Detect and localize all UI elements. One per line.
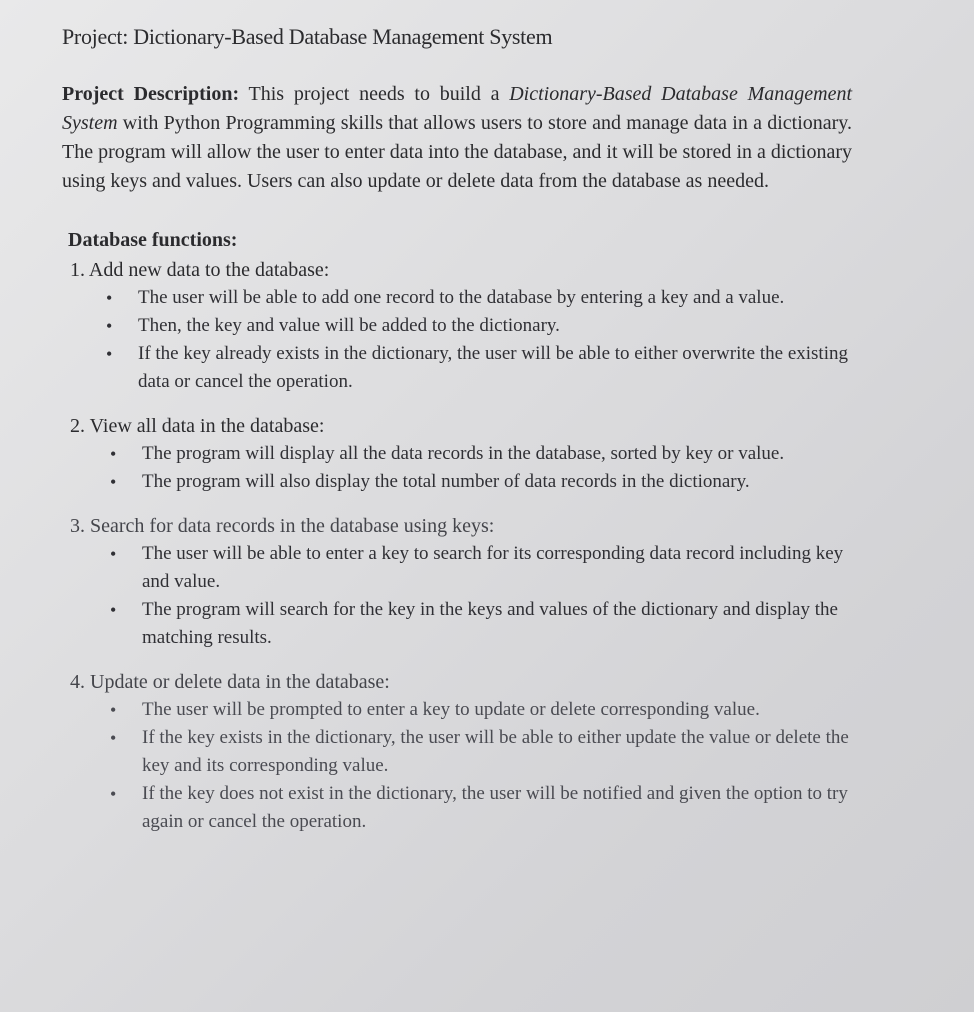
- function-update-delete: [62, 668, 852, 836]
- bullet-icon: •: [110, 444, 117, 464]
- list-item: [110, 540, 852, 596]
- function-search: [62, 512, 852, 652]
- list-item: [110, 596, 852, 652]
- bullet-text: If the key already exists in the dictionary, the user will be able to either overwrite the existing data or cancel the operation.: [138, 343, 848, 392]
- bullet-text: If the key exists in the dictionary, the user will be able to either update the value or delete the key and its corresponding value.: [142, 727, 849, 776]
- bullet-text: Then, the key and value will be added to the dictionary.: [138, 315, 560, 336]
- bullet-list: [62, 540, 852, 652]
- list-item: [110, 780, 852, 836]
- bullet-list: [62, 284, 852, 396]
- list-item: [106, 340, 852, 396]
- list-item: [110, 696, 852, 724]
- page-title: Project: Dictionary-Based Database Management System: [62, 24, 553, 49]
- list-item: [106, 312, 852, 340]
- description-intro: This project needs to build a: [239, 83, 510, 105]
- document-page: [62, 22, 852, 852]
- function-add: [62, 256, 852, 396]
- bullet-text: The user will be able to enter a key to search for its corresponding data record including key and value.: [142, 543, 844, 592]
- list-item: [110, 468, 852, 496]
- description-label: Project Description:: [62, 83, 240, 105]
- function-title: 2. View all data in the database:: [70, 415, 325, 437]
- bullet-text: The program will display all the data records in the database, sorted by key or value.: [142, 443, 785, 464]
- bullet-icon: •: [106, 316, 113, 336]
- bullet-text: The program will search for the key in the keys and values of the dictionary and display the matching results.: [142, 599, 838, 648]
- bullet-text: The program will also display the total number of data records in the dictionary.: [142, 471, 750, 492]
- bullet-icon: •: [110, 728, 117, 748]
- bullet-icon: •: [110, 472, 117, 492]
- bullet-icon: •: [110, 784, 117, 804]
- bullet-icon: •: [110, 600, 117, 620]
- bullet-text: The user will be prompted to enter a key to update or delete corresponding value.: [142, 699, 760, 720]
- function-view: [62, 412, 852, 496]
- function-title: 1. Add new data to the database:: [70, 259, 330, 281]
- bullet-icon: •: [106, 344, 113, 364]
- functions-heading: Database functions:: [68, 229, 238, 251]
- list-item: [110, 440, 852, 468]
- function-title: 4. Update or delete data in the database:: [70, 671, 390, 693]
- bullet-icon: •: [110, 700, 117, 720]
- bullet-list: [62, 696, 852, 836]
- bullet-text: The user will be able to add one record to the database by entering a key and a value.: [138, 287, 785, 308]
- function-title: 3. Search for data records in the database using keys:: [70, 515, 495, 537]
- bullet-list: [62, 440, 852, 496]
- bullet-icon: •: [106, 288, 113, 308]
- description-body: with Python Programming skills that allows users to store and manage data in a dictionary. The program will allow the user to enter data into the database, and it will be stored in a dictionary using keys and values. Users can also update or delete data from the database as needed.: [62, 112, 852, 192]
- project-description: [62, 80, 852, 196]
- bullet-text: If the key does not exist in the dictionary, the user will be notified and given the option to try again or cancel the operation.: [142, 783, 848, 832]
- bullet-icon: •: [110, 544, 117, 564]
- list-item: [106, 284, 852, 312]
- functions-list: [62, 256, 852, 836]
- project-name-italic: Dictionary-Based Database Management System: [62, 83, 853, 134]
- list-item: [110, 724, 852, 780]
